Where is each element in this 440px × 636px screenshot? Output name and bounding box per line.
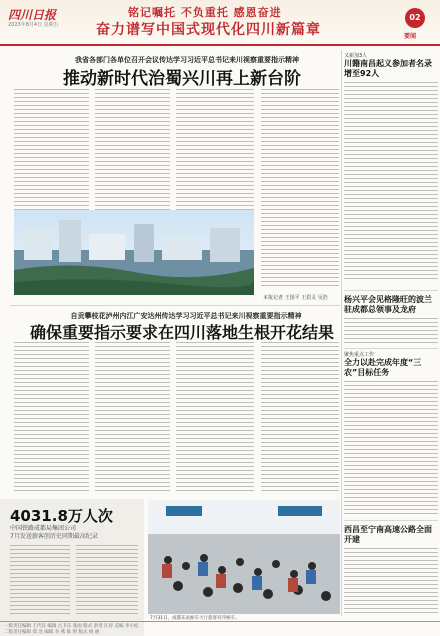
side-article-text — [344, 381, 438, 516]
photo-caption: 7月31日，成都东站候车大厅旅客有序候车。 — [150, 616, 240, 621]
footer-line-2: 二版责任编辑 郑 浩 编辑 李 燕 陈 明 版式 杨 丽 — [4, 630, 100, 635]
top-story-credit: 本报记者 王国平 王眉灵 吴浩 — [263, 295, 328, 301]
side-article-text — [344, 82, 438, 282]
side-article-text — [344, 548, 438, 616]
page-footer — [0, 621, 440, 636]
station-photo — [148, 500, 340, 614]
side-story-1-title: 川籍南昌起义参加者名录增至92人 — [344, 59, 432, 78]
top-story-photo — [14, 210, 254, 295]
side-story-2-title: 杨兴平会见格隆旺的波兰驻成都总领事及龙府 — [344, 295, 432, 314]
article-column — [176, 342, 254, 492]
article-column — [14, 342, 89, 492]
article-column — [261, 89, 339, 289]
masthead-date: 2023年8月4日 星期五 — [8, 22, 59, 28]
section-divider — [344, 348, 438, 349]
side-article-text — [344, 318, 438, 344]
newspaper-logo: 四川日报 — [8, 8, 57, 22]
side-story-4-title: 西昌至宁南高速公路全面开建 — [344, 525, 432, 544]
page-number-badge: 02 — [405, 8, 425, 28]
mid-story-kicker: 自贡攀枝花泸州内江广安达州传达学习习近平总书记来川视察重要指示精神 — [70, 312, 302, 320]
article-column — [10, 545, 70, 617]
section-divider — [10, 305, 340, 306]
mid-story-title: 确保重要指示要求在四川落地生根开花结果 — [29, 323, 334, 342]
bottom-story-subtitle-1: 中国铁路成都局集团公司 — [10, 525, 77, 532]
footer-line-1: 一版责任编辑 王代钰 编辑 古卫东 张雨 版式 余进 汪涛 美编 李小松 — [4, 624, 139, 629]
article-column — [95, 342, 170, 492]
section-divider — [344, 290, 438, 291]
side-story-3-title: 全力以赴完成年度“三农”目标任务 — [344, 358, 422, 377]
article-column — [261, 342, 339, 492]
article-column — [76, 545, 138, 617]
side-story-1-kicker: 又新加3人 — [344, 53, 368, 59]
section-name: 要闻 — [404, 33, 417, 40]
bottom-story-title: 4031.8万人次 — [10, 507, 113, 525]
bottom-story-subtitle-2: 7月发送旅客创历史同期最高纪录 — [10, 533, 98, 540]
header-slogan: 铭记嘱托 不负重托 感恩奋进 — [128, 6, 282, 19]
top-story-kicker: 我省各部门各单位召开会议传达学习习近平总书记来川视察重要指示精神 — [75, 56, 299, 64]
side-story-3-kicker: 聚焦重点工作 — [344, 352, 375, 358]
top-story-title: 推动新时代治蜀兴川再上新台阶 — [63, 69, 301, 89]
section-divider — [344, 520, 438, 521]
header-banner-title: 奋力谱写中国式现代化四川新篇章 — [96, 22, 321, 38]
